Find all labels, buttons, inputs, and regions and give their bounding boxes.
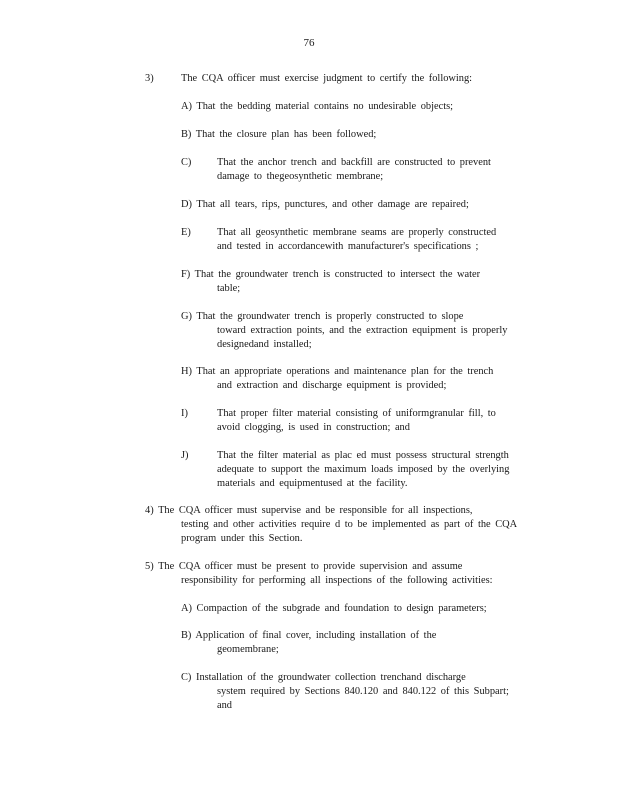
item-5-line1: 5) The CQA officer must be present to provide supervision and assume (145, 561, 463, 572)
item-3i-label: I) (181, 408, 188, 419)
item-3-label: 3) (145, 73, 154, 84)
item-3f-line1: F) That the groundwater trench is constructed to intersect the water (181, 269, 481, 280)
item-3j-label: J) (181, 450, 189, 461)
item-5c-line1: C) Installation of the groundwater collection trenchand discharge (181, 672, 466, 683)
item-3g-line2: toward extraction points, and the extraction equipment is properly (217, 325, 508, 336)
item-5a: A) Compaction of the subgrade and foundation to design parameters; (181, 603, 487, 614)
item-3j-line1: That the filter material as plac ed must possess structural strength (217, 450, 509, 461)
item-3f-line2: table; (217, 283, 241, 294)
item-3h-line2: and extraction and discharge equipment is provided; (217, 380, 447, 391)
item-5c-line3: and (217, 700, 233, 711)
item-5c-line2: system required by Sections 840.120 and 840.122 of this Subpart; (217, 686, 509, 697)
item-4-line1: 4) The CQA officer must supervise and be responsible for all inspections, (145, 505, 473, 516)
item-5-line2: responsibility for performing all inspections of the following activities: (181, 575, 493, 586)
item-3j-line3: materials and equipmentused at the facility. (217, 478, 408, 489)
item-5b-line1: B) Application of final cover, including installation of the (181, 630, 437, 641)
item-4-line2: testing and other activities require d to be implemented as part of the CQA (181, 519, 518, 530)
item-3h-line1: H) That an appropriate operations and maintenance plan for the trench (181, 366, 494, 377)
item-3c-line2: damage to thegeosynthetic membrane; (217, 171, 384, 182)
item-3e-line2: and tested in accordancewith manufacturer's specifications ; (217, 241, 479, 252)
item-4-line3: program under this Section. (181, 533, 303, 544)
item-3a: A) That the bedding material contains no undesirable objects; (181, 101, 454, 112)
item-3e-label: E) (181, 227, 191, 238)
item-3c-line1: That the anchor trench and backfill are constructed to prevent (217, 157, 491, 168)
item-3j-line2: adequate to support the maximum loads imposed by the overlying (217, 464, 510, 475)
item-3d: D) That all tears, rips, punctures, and other damage are repaired; (181, 199, 469, 210)
item-3g-line1: G) That the groundwater trench is properly constructed to slope (181, 311, 464, 322)
item-3i-line2: avoid clogging, is used in construction; and (217, 422, 410, 433)
item-3b: B) That the closure plan has been followed; (181, 129, 377, 140)
item-3i-line1: That proper filter material consisting of uniformgranular fill, to (217, 408, 496, 419)
item-3c-label: C) (181, 157, 192, 168)
page-number: 76 (303, 37, 315, 49)
item-3g-line3: designedand installed; (217, 339, 312, 350)
item-3e-line1: That all geosynthetic membrane seams are properly constructed (217, 227, 497, 238)
item-3-text: The CQA officer must exercise judgment to certify the following: (181, 73, 473, 84)
item-5b-line2: geomembrane; (217, 644, 279, 655)
